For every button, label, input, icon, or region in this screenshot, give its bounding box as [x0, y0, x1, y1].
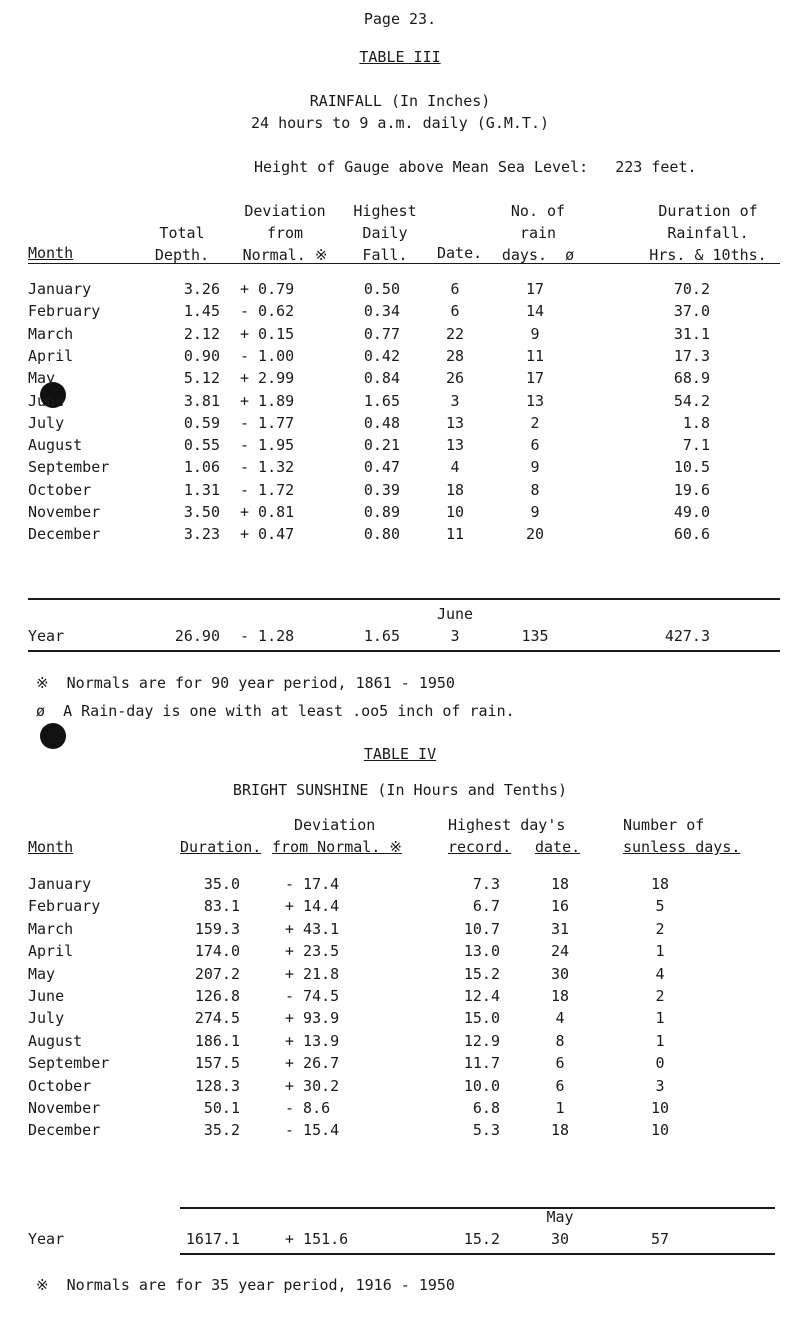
t3-cell-dur: 37.0	[673, 302, 710, 321]
t4-cell-month: October	[28, 1076, 92, 1095]
t3-cell-dev: - 0.62	[240, 302, 295, 321]
t3-cell-high: 0.21	[363, 436, 400, 455]
table-row	[0, 436, 800, 454]
t3-header-underline	[28, 263, 780, 264]
t4-cell-rec: 12.4	[463, 987, 500, 1005]
t4-cell-dur: 50.1	[203, 1099, 240, 1117]
t4-cell-sunless: 1	[655, 942, 665, 961]
t3-year-rule-top	[28, 598, 780, 600]
table-row	[0, 1121, 800, 1139]
t4-year-deviation: + 151.6	[285, 1230, 349, 1248]
t3-year-rule-bottom	[28, 650, 780, 652]
t3-cell-high: 0.84	[363, 369, 400, 388]
table-row	[0, 987, 800, 1005]
t4-cell-dev: + 43.1	[285, 919, 340, 938]
t4-cell-dur: 126.8	[194, 987, 240, 1005]
t3-cell-total: 3.81	[183, 391, 220, 410]
t3-cell-days: 2	[530, 413, 540, 432]
t3-cell-date: 6	[450, 280, 460, 298]
t3-cell-days: 13	[525, 391, 545, 410]
t4-cell-rec: 15.2	[463, 964, 500, 983]
t3-cell-high: 0.50	[363, 280, 400, 298]
t3-year-duration: 427.3	[664, 627, 710, 645]
table-row	[0, 942, 800, 960]
t4-cell-date: 6	[555, 1054, 565, 1073]
table4-title: TABLE IV	[363, 745, 437, 763]
t4-cell-rec: 10.0	[463, 1076, 500, 1095]
t4-year-duration: 1617.1	[185, 1230, 240, 1248]
t3-cell-dev: + 2.99	[240, 369, 295, 388]
t4-cell-date: 18	[550, 1121, 570, 1140]
t3-cell-date: 10	[445, 503, 465, 521]
t4-cell-sunless: 0	[655, 1054, 665, 1073]
t3-cell-dev: - 1.32	[240, 458, 295, 477]
t3-cell-dur: 68.9	[673, 369, 710, 388]
table-row	[0, 875, 800, 893]
t3-cell-month: June	[28, 391, 65, 410]
t4-cell-rec: 15.0	[463, 1009, 500, 1028]
t4-cell-dev: + 13.9	[285, 1031, 340, 1050]
t3-year-label: Year	[28, 627, 65, 645]
t4-cell-sunless: 10	[650, 1121, 670, 1140]
t4-header-deviation: from Normal. ※	[272, 838, 402, 856]
t4-cell-dur: 128.3	[194, 1076, 240, 1095]
t4-cell-month: July	[28, 1009, 65, 1028]
t3-cell-total: 3.26	[183, 280, 220, 298]
t4-cell-month: December	[28, 1121, 101, 1140]
table-row	[0, 325, 800, 343]
t4-header-sunless: sunless days.	[623, 838, 741, 856]
table-row	[0, 347, 800, 365]
t4-cell-sunless: 2	[655, 987, 665, 1005]
t4-cell-rec: 11.7	[463, 1054, 500, 1073]
t4-cell-dur: 186.1	[194, 1031, 240, 1050]
t3-cell-high: 0.77	[363, 324, 400, 343]
t3-cell-date: 18	[445, 480, 465, 499]
t3-cell-date: 13	[445, 436, 465, 455]
t4-cell-month: April	[28, 942, 74, 961]
t3-cell-total: 1.45	[183, 302, 220, 321]
t3-header-rain-days: No. of rain days. ø	[501, 202, 575, 264]
t4-header-deviation-top: Deviation	[294, 816, 376, 834]
table-row	[0, 897, 800, 915]
t4-header-date: date.	[535, 838, 581, 856]
t3-cell-dur: 19.6	[673, 480, 710, 499]
t4-cell-sunless: 18	[650, 875, 670, 893]
t4-cell-date: 4	[555, 1009, 565, 1028]
t4-cell-rec: 7.3	[472, 875, 500, 893]
t4-cell-dev: + 93.9	[285, 1009, 340, 1028]
t3-cell-days: 9	[530, 458, 540, 477]
t3-header-highest: Highest Daily Fall.	[353, 202, 417, 264]
t4-header-month: Month	[28, 838, 74, 856]
t3-cell-high: 0.39	[363, 480, 400, 499]
t3-cell-high: 0.34	[363, 302, 400, 321]
t3-cell-dev: - 1.77	[240, 413, 295, 432]
t3-cell-high: 1.65	[363, 391, 400, 410]
t3-cell-dev: - 1.72	[240, 480, 295, 499]
t3-cell-month: November	[28, 503, 101, 521]
table-row	[0, 481, 800, 499]
t3-cell-days: 11	[525, 346, 545, 365]
t3-cell-days: 20	[525, 525, 545, 544]
t4-cell-dur: 174.0	[194, 942, 240, 961]
t4-cell-rec: 6.7	[472, 897, 500, 916]
t4-year-rule-top	[180, 1207, 775, 1209]
t4-cell-dur: 159.3	[194, 919, 240, 938]
t3-cell-dur: 49.0	[673, 503, 710, 521]
t4-cell-dur: 35.2	[203, 1121, 240, 1140]
t3-cell-month: April	[28, 346, 74, 365]
t3-header-month: Month	[28, 244, 74, 262]
t4-year-rule-bottom	[180, 1253, 775, 1255]
t4-cell-dev: + 30.2	[285, 1076, 340, 1095]
t4-cell-rec: 5.3	[472, 1121, 500, 1140]
t4-cell-rec: 13.0	[463, 942, 500, 961]
t3-cell-month: October	[28, 480, 92, 499]
t3-cell-date: 13	[445, 413, 465, 432]
t3-year-rain-days: 135	[521, 627, 549, 645]
t4-cell-month: February	[28, 897, 101, 916]
t3-cell-total: 2.12	[183, 324, 220, 343]
t3-cell-date: 4	[450, 458, 460, 477]
t3-cell-total: 0.55	[183, 436, 220, 455]
t3-cell-dev: + 0.15	[240, 324, 295, 343]
t3-cell-days: 14	[525, 302, 545, 321]
t3-cell-dev: - 1.95	[240, 436, 295, 455]
t4-header-highest-top: Highest day's	[448, 816, 566, 834]
t4-cell-date: 18	[550, 987, 570, 1005]
t3-cell-dur: 60.6	[673, 525, 710, 544]
t4-cell-sunless: 5	[655, 897, 665, 916]
t3-cell-month: July	[28, 413, 65, 432]
t3-cell-month: January	[28, 280, 92, 298]
t3-cell-dev: + 0.81	[240, 503, 295, 521]
t3-cell-high: 0.80	[363, 525, 400, 544]
t4-year-date-month: May	[546, 1208, 574, 1226]
t4-cell-date: 18	[550, 875, 570, 893]
t3-header-date: Date.	[437, 244, 483, 262]
t4-cell-month: January	[28, 875, 92, 893]
t4-header-sunless-top: Number of	[623, 816, 705, 834]
table-row	[0, 503, 800, 521]
t3-cell-dur: 17.3	[673, 346, 710, 365]
t4-cell-date: 1	[555, 1099, 565, 1117]
t4-year-record: 15.2	[463, 1230, 500, 1248]
t3-cell-total: 0.59	[183, 413, 220, 432]
t3-cell-days: 8	[530, 480, 540, 499]
t4-cell-sunless: 2	[655, 919, 665, 938]
t4-cell-sunless: 1	[655, 1031, 665, 1050]
t3-footnote-rain-day: ø A Rain-day is one with at least .oo5 inch of rain.	[36, 702, 515, 720]
t3-cell-days: 6	[530, 436, 540, 455]
t3-cell-month: March	[28, 324, 74, 343]
t3-cell-date: 3	[450, 391, 460, 410]
t3-cell-total: 3.23	[183, 525, 220, 544]
t3-cell-days: 9	[530, 324, 540, 343]
t3-cell-high: 0.47	[363, 458, 400, 477]
table-row	[0, 1009, 800, 1027]
t4-cell-sunless: 4	[655, 964, 665, 983]
t3-cell-month: February	[28, 302, 101, 321]
t3-cell-date: 22	[445, 324, 465, 343]
t3-cell-dev: + 1.89	[240, 391, 295, 410]
t3-year-date: 3	[450, 627, 460, 645]
t4-cell-dev: + 23.5	[285, 942, 340, 961]
t4-cell-dev: + 26.7	[285, 1054, 340, 1073]
table-row	[0, 965, 800, 983]
t3-cell-high: 0.89	[363, 503, 400, 521]
t3-header-total: Total Depth.	[154, 224, 210, 264]
t3-cell-high: 0.42	[363, 346, 400, 365]
t3-cell-dur: 7.1	[682, 436, 710, 455]
table-row	[0, 1054, 800, 1072]
table3-subtitle-2: 24 hours to 9 a.m. daily (G.M.T.)	[250, 114, 549, 132]
table3-subtitle-1: RAINFALL (In Inches)	[309, 92, 491, 110]
table-row	[0, 369, 800, 387]
page-label: Page 23.	[363, 10, 437, 28]
table-row	[0, 458, 800, 476]
t4-cell-dur: 157.5	[194, 1054, 240, 1073]
t4-cell-dev: - 74.5	[285, 987, 340, 1005]
t3-cell-month: May	[28, 369, 56, 388]
t4-cell-sunless: 10	[650, 1099, 670, 1117]
t4-year-sunless: 57	[650, 1230, 670, 1248]
t3-cell-total: 3.50	[183, 503, 220, 521]
t4-cell-dur: 207.2	[194, 964, 240, 983]
t3-cell-month: August	[28, 436, 83, 455]
t4-cell-date: 31	[550, 919, 570, 938]
t3-year-deviation: - 1.28	[240, 627, 295, 645]
t3-cell-days: 17	[525, 369, 545, 388]
t3-cell-dev: - 1.00	[240, 346, 295, 365]
t4-cell-date: 8	[555, 1031, 565, 1050]
table-row	[0, 1032, 800, 1050]
t4-cell-date: 30	[550, 964, 570, 983]
t3-header-deviation: Deviation from Normal. ※	[242, 202, 328, 264]
t3-cell-date: 11	[445, 525, 465, 544]
t4-cell-dur: 83.1	[203, 897, 240, 916]
t3-cell-high: 0.48	[363, 413, 400, 432]
table-row	[0, 1099, 800, 1117]
t4-cell-rec: 12.9	[463, 1031, 500, 1050]
table-row	[0, 525, 800, 543]
t4-header-record: record.	[448, 838, 512, 856]
t3-cell-date: 26	[445, 369, 465, 388]
t3-cell-dur: 54.2	[673, 391, 710, 410]
t4-year-date: 30	[550, 1230, 570, 1248]
t3-cell-date: 28	[445, 346, 465, 365]
t3-footnote-normals: ※ Normals are for 90 year period, 1861 - 1950	[36, 674, 455, 692]
t3-year-highest: 1.65	[363, 627, 400, 645]
t4-cell-date: 6	[555, 1076, 565, 1095]
t4-footnote-normals: ※ Normals are for 35 year period, 1916 - 1950	[36, 1276, 455, 1294]
t4-cell-sunless: 1	[655, 1009, 665, 1028]
t4-cell-month: August	[28, 1031, 83, 1050]
t3-cell-total: 1.06	[183, 458, 220, 477]
t4-cell-month: June	[28, 987, 65, 1005]
t3-year-total: 26.90	[174, 627, 220, 645]
table-row	[0, 1077, 800, 1095]
t3-cell-dur: 70.2	[673, 280, 710, 298]
t3-cell-days: 9	[530, 503, 540, 521]
t4-cell-dev: + 14.4	[285, 897, 340, 916]
table-row	[0, 414, 800, 432]
t3-cell-dur: 1.8	[682, 413, 710, 432]
t4-cell-dev: - 8.6	[285, 1099, 331, 1117]
t4-cell-month: September	[28, 1054, 110, 1073]
t3-cell-month: September	[28, 458, 110, 477]
t4-cell-month: November	[28, 1099, 101, 1117]
table-row	[0, 392, 800, 410]
t3-cell-total: 1.31	[183, 480, 220, 499]
t3-cell-dev: + 0.79	[240, 280, 295, 298]
t4-cell-sunless: 3	[655, 1076, 665, 1095]
t3-cell-total: 0.90	[183, 346, 220, 365]
t3-cell-month: December	[28, 525, 101, 544]
t4-cell-dur: 35.0	[203, 875, 240, 893]
t4-cell-dev: - 17.4	[285, 875, 340, 893]
table3-title: TABLE III	[359, 48, 441, 66]
t4-cell-date: 24	[550, 942, 570, 961]
t3-header-duration: Duration of Rainfall. Hrs. & 10ths.	[649, 202, 767, 264]
t4-cell-dur: 274.5	[194, 1009, 240, 1028]
t4-cell-month: May	[28, 964, 56, 983]
t3-year-date-month: June	[436, 605, 474, 623]
t4-cell-dev: + 21.8	[285, 964, 340, 983]
t3-cell-days: 17	[525, 280, 545, 298]
t4-cell-month: March	[28, 919, 74, 938]
t4-cell-date: 16	[550, 897, 570, 916]
t3-cell-total: 5.12	[183, 369, 220, 388]
table-row	[0, 920, 800, 938]
t4-cell-dev: - 15.4	[285, 1121, 340, 1140]
t4-cell-rec: 10.7	[463, 919, 500, 938]
table4-subtitle: BRIGHT SUNSHINE (In Hours and Tenths)	[232, 781, 568, 799]
t4-header-duration: Duration.	[180, 838, 262, 856]
t4-cell-rec: 6.8	[472, 1099, 500, 1117]
t3-cell-dur: 10.5	[673, 458, 710, 477]
t3-cell-date: 6	[450, 302, 460, 321]
t3-cell-dur: 31.1	[673, 324, 710, 343]
table-row	[0, 302, 800, 320]
t3-cell-dev: + 0.47	[240, 525, 295, 544]
table-row	[0, 280, 800, 298]
t4-year-label: Year	[28, 1230, 65, 1248]
table3-height-line: Height of Gauge above Mean Sea Level: 223 feet.	[254, 158, 697, 176]
